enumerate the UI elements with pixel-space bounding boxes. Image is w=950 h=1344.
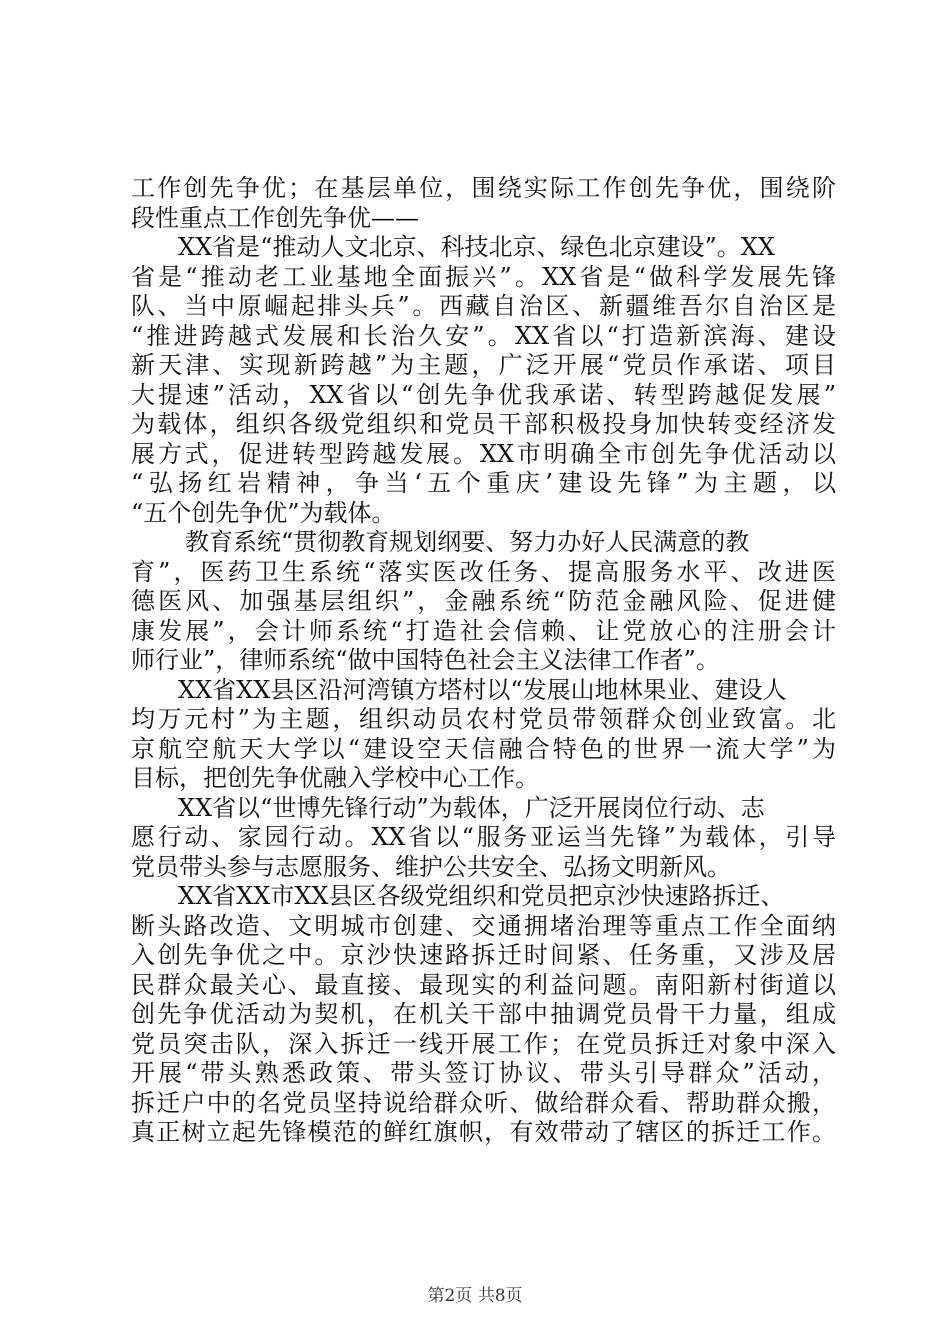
text-line: “推进跨越式发展和长治久安”。XX省以“打造新滨海、建设 <box>131 321 836 350</box>
text-line: XX省XX县区沿河湾镇方塔村以“发展山地林果业、建设人 <box>178 675 787 704</box>
text-line: “五个创先争优”为载体。 <box>131 498 396 527</box>
text-line: 党员带头参与志愿服务、维护公共安全、弘扬文明新风。 <box>131 852 731 881</box>
text-line: 京航空航天大学以“建设空天信融合特色的世界一流大学”为 <box>131 734 836 763</box>
text-line: 省是“推动老工业基地全面振兴”。XX省是“做科学发展先锋 <box>131 262 836 291</box>
text-line: 展方式，促进转型跨越发展。XX市明确全市创先争优活动以 <box>131 439 836 468</box>
text-line: 师行业”，律师系统“做中国特色社会主义法律工作者”。 <box>131 646 720 674</box>
text-line: “弘扬红岩精神，争当‘五个重庆’建设先锋”为主题，以 <box>131 469 836 497</box>
text-line: 育”，医药卫生系统“落实医改任务、提高服务水平、改进医 <box>131 557 836 586</box>
text-line: 工作创先争优；在基层单位，围绕实际工作创先争优，围绕阶 <box>131 174 836 202</box>
text-line: 真正树立起先锋模范的鲜红旗帜，有效带动了辖区的拆迁工作。 <box>131 1118 836 1146</box>
text-line: 为载体，组织各级党组织和党员干部积极投身加快转变经济发 <box>131 410 836 438</box>
text-line: 均万元村”为主题，组织动员农村党员带领群众创业致富。北 <box>131 705 836 733</box>
text-line: 德医风、加强基层组织”，金融系统“防范金融风险、促进健 <box>131 587 836 615</box>
text-line: 党员突击队，深入拆迁一线开展工作；在党员拆迁对象中深入 <box>131 1029 836 1058</box>
text-line: XX省XX市XX县区各级党组织和党员把京沙快速路拆迁、 <box>178 882 785 910</box>
text-line: 开展“带头熟悉政策、带头签订协议、带头引导群众”活动， <box>131 1059 836 1087</box>
text-line: 民群众最关心、最直接、最现实的利益问题。南阳新村街道以 <box>131 970 836 999</box>
text-line: 愿行动、家园行动。XX省以“服务亚运当先锋”为载体，引导 <box>131 823 836 851</box>
text-line: XX省以“世博先锋行动”为载体，广泛开展岗位行动、志 <box>178 793 765 822</box>
text-line: 康发展”，会计师系统“打造社会信赖、让党放心的注册会计 <box>131 616 836 645</box>
text-line: 目标，把创先争优融入学校中心工作。 <box>131 764 539 792</box>
text-line: 大提速”活动，XX省以“创先争优我承诺、转型跨越促发展” <box>131 380 836 409</box>
text-line: 新天津、实现新跨越”为主题，广泛开展“党员作承诺、项目 <box>131 351 836 379</box>
text-line: XX省是“推动人文北京、科技北京、绿色北京建设”。XX <box>178 233 775 261</box>
text-line: 创先争优活动为契机，在机关干部中抽调党员骨干力量，组成 <box>131 1000 836 1028</box>
text-line: 队、当中原崛起排头兵”。西藏自治区、新疆维吾尔自治区是 <box>131 292 836 320</box>
text-line: 拆迁户中的名党员坚持说给群众听、做给群众看、帮助群众搬， <box>131 1088 836 1117</box>
text-line: 教育系统“贯彻教育规划纲要、努力办好人民满意的教 <box>185 528 750 556</box>
text-line: 断头路改造、文明城市创建、交通拥堵治理等重点工作全面纳 <box>131 911 836 940</box>
page-footer: 第2页 共8页 <box>427 1286 523 1306</box>
text-line: 入创先争优之中。京沙快速路拆迁时间紧、任务重，又涉及居 <box>131 941 836 969</box>
document-body <box>131 174 836 1148</box>
text-line: 段性重点工作创先争优—— <box>131 203 419 232</box>
